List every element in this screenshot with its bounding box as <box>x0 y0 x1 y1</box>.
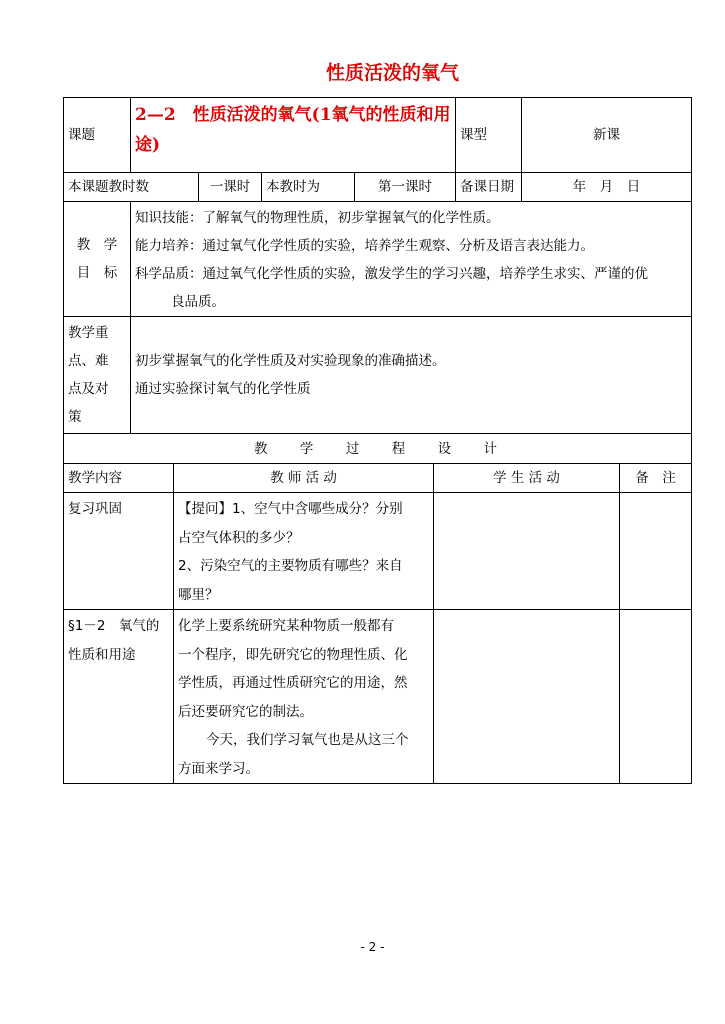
current-hour-value: 第一课时 <box>355 173 456 202</box>
prep-date-value: 年 月 日 <box>522 173 692 202</box>
column-header: 备 注 <box>620 464 692 493</box>
total-hours-value: 一课时 <box>199 173 262 202</box>
teacher-line: 哪里？ <box>178 586 219 603</box>
table-row <box>64 493 692 610</box>
student-cell <box>434 493 620 610</box>
content-line: §1－2 氧气的 <box>68 618 160 634</box>
teacher-line: 【提问】1、空气中含哪些成分？分别 <box>178 501 403 517</box>
current-hour-label: 本教时为 <box>262 173 355 202</box>
page-title: 性质活泼的氧气 <box>325 62 459 84</box>
page-number: - 2 - <box>360 940 385 954</box>
note-cell <box>620 610 692 784</box>
prep-date-label: 备课日期 <box>456 173 522 202</box>
teacher-cell <box>174 610 434 784</box>
goals-content <box>131 202 692 317</box>
topic-label: 课题 <box>64 98 131 173</box>
content-cell <box>64 610 174 784</box>
student-cell <box>434 610 620 784</box>
content-line: 性质和用途 <box>68 646 136 663</box>
teacher-line: 学性质，再通过性质研究它的用途，然 <box>178 675 408 691</box>
teacher-line: 2、污染空气的主要物质有哪些？来自 <box>178 558 403 574</box>
key-points-label-line: 点、难 <box>68 353 109 369</box>
key-points-content <box>131 317 692 434</box>
teacher-line: 一个程序，即先研究它的物理性质、化 <box>178 646 408 663</box>
content-cell <box>64 493 174 610</box>
type-label: 课型 <box>456 98 522 173</box>
goal-item: 良品质。 <box>171 294 225 310</box>
process-table <box>63 463 692 784</box>
lesson-info-table <box>63 97 692 464</box>
goal-item: 知识技能：了解氧气的物理性质，初步掌握氧气的化学性质。 <box>135 210 500 226</box>
teacher-line: 今天，我们学习氧气也是从这三个 <box>206 732 409 748</box>
key-points-label-line: 点及对 <box>68 381 109 397</box>
teacher-line: 后还要研究它的制法。 <box>178 703 313 720</box>
goals-label-line: 教 学 <box>76 237 118 253</box>
teacher-line: 方面来学习。 <box>178 760 259 777</box>
key-point-item: 通过实验探讨氧气的化学性质 <box>135 381 311 397</box>
key-points-label-line: 教学重 <box>68 325 109 341</box>
type-value: 新课 <box>522 98 692 173</box>
key-points-label-line: 策 <box>68 409 82 425</box>
teacher-cell <box>174 493 434 610</box>
goal-item: 科学品质：通过氧气化学性质的实验，激发学生的学习兴趣，培养学生求实、严谨的优 <box>135 266 648 282</box>
column-header: 学 生 活 动 <box>434 464 620 493</box>
key-point-item: 初步掌握氧气的化学性质及对实验现象的准确描述。 <box>135 353 446 369</box>
column-header: 教学内容 <box>64 464 174 493</box>
teacher-line: 化学上要系统研究某种物质一般都有 <box>178 618 394 634</box>
table-row <box>64 610 692 784</box>
goal-item: 能力培养：通过氧气化学性质的实验，培养学生观察、分析及语言表达能力。 <box>135 238 594 254</box>
column-header: 教 师 活 动 <box>174 464 434 493</box>
lesson-topic: 2—2 性质活泼的氧气(1氧气的性质和用途) <box>131 98 456 173</box>
goals-label-line: 目 标 <box>76 265 118 281</box>
goals-label <box>64 202 131 317</box>
content-line: 复习巩固 <box>68 501 122 517</box>
process-heading: 教学过程设计 <box>64 434 692 464</box>
teacher-line: 占空气体积的多少？ <box>178 529 300 546</box>
key-points-label <box>64 317 131 434</box>
note-cell <box>620 493 692 610</box>
total-hours-label: 本课题教时数 <box>64 173 199 202</box>
